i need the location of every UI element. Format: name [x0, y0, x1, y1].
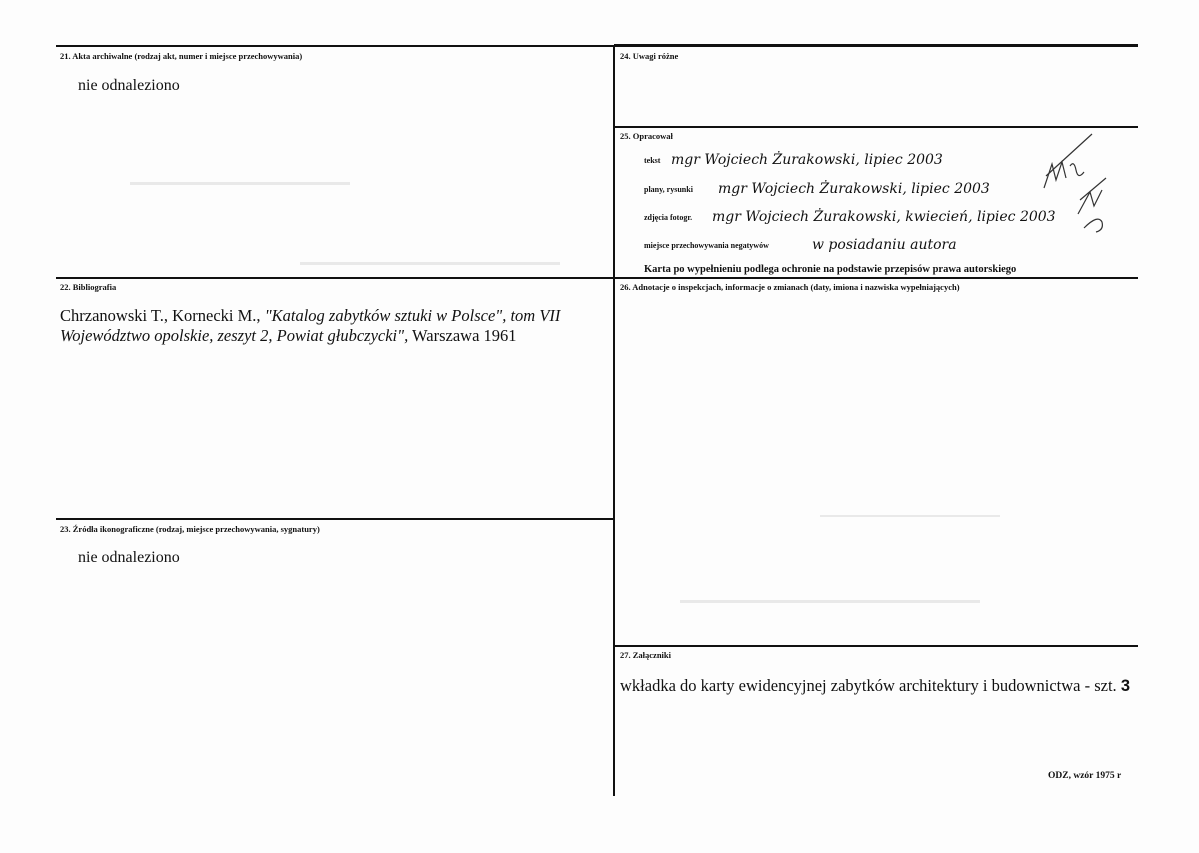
- signature-icon: [1040, 130, 1110, 240]
- section-23-value: nie odnaleziono: [78, 549, 180, 566]
- miejsce-value: w posiadaniu autora: [812, 237, 957, 253]
- section-21-label: 21. Akta archiwalne (rodzaj akt, numer i miejsce przechowywania): [60, 51, 303, 61]
- section-27-value: [620, 676, 1130, 696]
- top-line-right: [614, 44, 1138, 47]
- tekst-value: mgr Wojciech Żurakowski, lipiec 2003: [671, 152, 943, 168]
- top-line-left: [56, 45, 614, 47]
- vertical-divider: [613, 45, 615, 796]
- section-22-line-2: [60, 326, 517, 346]
- section-22-place-year: Warszawa 1961: [408, 326, 517, 345]
- miejsce-label: miejsce przechowywania negatywów: [644, 241, 769, 250]
- zdjecia-value: mgr Wojciech Żurakowski, kwiecień, lipiec 2003: [712, 209, 1056, 225]
- section-24-label: 24. Uwagi różne: [620, 51, 679, 61]
- divider-23: [56, 518, 614, 520]
- form-identifier: ODZ, wzór 1975 r: [1048, 771, 1122, 781]
- copyright-notice: Karta po wypełnieniu podlega ochronie na podstawie przepisów prawa autorskiego: [644, 264, 1017, 275]
- section-22-title: "Katalog zabytków sztuki w Polsce", tom VII: [264, 306, 561, 325]
- divider-22: [56, 277, 614, 279]
- section-25-label: 25. Opracował: [620, 131, 673, 141]
- section-27-text: wkładka do karty ewidencyjnej zabytków architektury i budownictwa - szt.: [620, 676, 1117, 695]
- section-23-label: 23. Źródła ikonograficzne (rodzaj, miejsce przechowywania, sygnatury): [60, 524, 320, 534]
- section-22-authors: Chrzanowski T., Kornecki M.,: [60, 306, 265, 325]
- divider-27: [614, 645, 1138, 647]
- section-22-line-1: [60, 306, 560, 326]
- zdjecia-label: zdjęcia fotogr.: [644, 213, 693, 222]
- plany-label: plany, rysunki: [644, 185, 693, 194]
- tekst-label: tekst: [644, 156, 661, 165]
- divider-25: [614, 126, 1138, 128]
- section-21-value: nie odnaleziono: [78, 77, 180, 94]
- divider-26: [614, 277, 1138, 279]
- section-22-label: 22. Bibliografia: [60, 282, 117, 292]
- section-22-subtitle: Województwo opolskie, zeszyt 2, Powiat głubczycki",: [60, 326, 409, 345]
- section-27-count: 3: [1120, 677, 1130, 695]
- section-26-label: 26. Adnotacje o inspekcjach, informacje o zmianach (daty, imiona i nazwiska wypełniających): [620, 282, 960, 292]
- plany-value: mgr Wojciech Żurakowski, lipiec 2003: [718, 181, 990, 197]
- section-27-label: 27. Załączniki: [620, 650, 672, 660]
